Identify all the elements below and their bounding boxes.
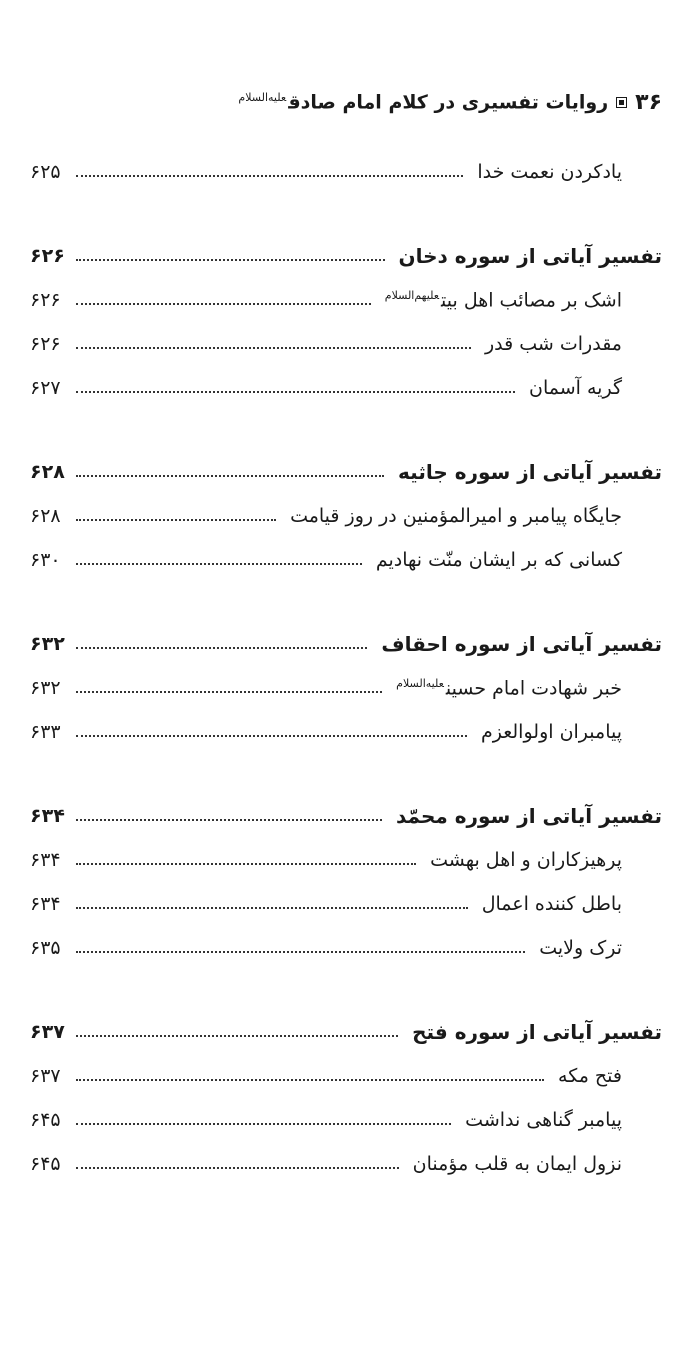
honorific-mark: علیهم‌السلام xyxy=(384,288,440,302)
page-number: ۶۳۳ xyxy=(30,721,61,743)
dot-leader xyxy=(76,647,367,649)
label-text: اشک بر مصائب اهل بیت xyxy=(441,289,622,312)
label-text: باطل کننده اعمال xyxy=(481,893,622,915)
label-text: فتح مکه xyxy=(558,1065,622,1087)
toc-section xyxy=(30,234,662,410)
label-text: پیامبران اولوالعزم xyxy=(480,721,622,743)
toc-entry[interactable] xyxy=(30,838,662,882)
page-number: ۶۳۷ xyxy=(30,1021,65,1043)
toc-entry[interactable] xyxy=(30,666,662,710)
page-number: ۶۳۴ xyxy=(30,893,61,915)
label-text: خبر شهادت امام حسین xyxy=(445,677,622,700)
dot-leader xyxy=(76,735,467,737)
header-honorific: علیه‌السلام xyxy=(238,91,287,105)
page-number: ۶۲۸ xyxy=(30,505,61,527)
label-text: تفسیر آیاتی از سوره جاثیه xyxy=(398,460,662,484)
dot-leader xyxy=(76,1079,544,1081)
toc-entry[interactable] xyxy=(30,150,662,194)
heading-label xyxy=(391,244,663,268)
toc-section xyxy=(30,150,662,194)
toc-entry[interactable] xyxy=(30,366,662,410)
square-ornament-icon xyxy=(616,97,627,108)
toc-section-heading[interactable] xyxy=(30,794,662,838)
dot-leader xyxy=(76,175,463,177)
toc-entry[interactable] xyxy=(30,882,662,926)
label-text: گریه آسمان xyxy=(529,377,622,399)
entry-label xyxy=(521,377,662,399)
dot-leader xyxy=(76,303,371,305)
label-text: نزول ایمان به قلب مؤمنان xyxy=(412,1153,622,1175)
label-text: کسانی که بر ایشان منّت نهادیم xyxy=(375,549,622,571)
label-text: ترک ولایت xyxy=(539,937,622,959)
dot-leader xyxy=(76,819,382,821)
page-number: ۶۲۶ xyxy=(30,333,61,355)
label-text: تفسیر آیاتی از سوره احقاف xyxy=(381,632,662,656)
toc-entry[interactable] xyxy=(30,538,662,582)
dot-leader xyxy=(76,259,385,261)
toc-section-heading[interactable] xyxy=(30,234,662,278)
dot-leader xyxy=(76,863,416,865)
heading-label xyxy=(373,632,662,656)
page-number: ۶۴۵ xyxy=(30,1109,61,1131)
page xyxy=(30,0,662,1346)
page-number: ۶۳۲ xyxy=(30,677,61,699)
label-text: پرهیزکاران و اهل بهشت xyxy=(430,849,622,871)
toc-entry[interactable] xyxy=(30,494,662,538)
toc-entry[interactable] xyxy=(30,710,662,754)
page-number: ۶۳۴ xyxy=(30,805,65,827)
toc-entry[interactable] xyxy=(30,1142,662,1186)
dot-leader xyxy=(76,475,384,477)
header-title-text: روایات تفسیری در کلام امام صادق xyxy=(288,91,609,114)
toc-entry[interactable] xyxy=(30,322,662,366)
entry-label xyxy=(473,721,662,743)
entry-label xyxy=(550,1065,662,1087)
page-number: ۶۲۶ xyxy=(30,245,65,267)
page-number: ۶۳۵ xyxy=(30,937,61,959)
toc-entry[interactable] xyxy=(30,1054,662,1098)
label-text: تفسیر آیاتی از سوره فتح xyxy=(412,1020,662,1044)
table-of-contents xyxy=(30,150,662,1226)
entry-label xyxy=(469,161,662,183)
dot-leader xyxy=(76,563,362,565)
header-page-number: ۳۶ xyxy=(635,90,662,115)
toc-section-heading[interactable] xyxy=(30,1010,662,1054)
page-number: ۶۴۵ xyxy=(30,1153,61,1175)
dot-leader xyxy=(76,519,276,521)
page-number: ۶۲۶ xyxy=(30,289,61,311)
label-text: مقدرات شب قدر xyxy=(485,333,622,355)
toc-section xyxy=(30,622,662,754)
entry-label xyxy=(474,893,662,915)
page-number: ۶۲۸ xyxy=(30,461,65,483)
toc-section xyxy=(30,1010,662,1186)
toc-section xyxy=(30,794,662,970)
toc-entry[interactable] xyxy=(30,926,662,970)
label-text: پیامبر گناهی نداشت xyxy=(465,1109,622,1131)
dot-leader xyxy=(76,1123,451,1125)
dot-leader xyxy=(76,951,525,953)
entry-label xyxy=(422,849,662,871)
dot-leader xyxy=(76,391,515,393)
dot-leader xyxy=(76,691,382,693)
heading-label xyxy=(388,804,662,828)
label-text: جایگاه پیامبر و امیرالمؤمنین در روز قیامت xyxy=(290,505,622,527)
entry-label xyxy=(282,505,662,527)
entry-label xyxy=(457,1109,662,1131)
toc-entry[interactable] xyxy=(30,1098,662,1142)
honorific-mark: علیه‌السلام xyxy=(396,676,444,690)
header-title xyxy=(238,91,608,113)
label-text: تفسیر آیاتی از سوره محمّد xyxy=(396,804,662,828)
entry-label xyxy=(531,937,662,959)
entry-label xyxy=(368,549,662,571)
entry-label xyxy=(377,289,662,311)
toc-section-heading[interactable] xyxy=(30,622,662,666)
page-number: ۶۳۰ xyxy=(30,549,61,571)
page-number: ۶۳۲ xyxy=(30,633,65,655)
dot-leader xyxy=(76,907,468,909)
toc-section-heading[interactable] xyxy=(30,450,662,494)
dot-leader xyxy=(76,1167,399,1169)
dot-leader xyxy=(76,347,471,349)
page-number: ۶۳۴ xyxy=(30,849,61,871)
entry-label xyxy=(405,1153,662,1175)
dot-leader xyxy=(76,1035,398,1037)
running-header xyxy=(238,90,662,115)
page-number: ۶۲۵ xyxy=(30,161,61,183)
label-text: یادکردن نعمت خدا xyxy=(477,161,622,183)
page-number: ۶۳۷ xyxy=(30,1065,61,1087)
page-number: ۶۲۷ xyxy=(30,377,61,399)
heading-label xyxy=(404,1020,662,1044)
toc-section xyxy=(30,450,662,582)
label-text: تفسیر آیاتی از سوره دخان xyxy=(398,244,662,268)
heading-label xyxy=(390,460,662,484)
entry-label xyxy=(388,677,662,699)
entry-label xyxy=(477,333,662,355)
toc-entry[interactable] xyxy=(30,278,662,322)
